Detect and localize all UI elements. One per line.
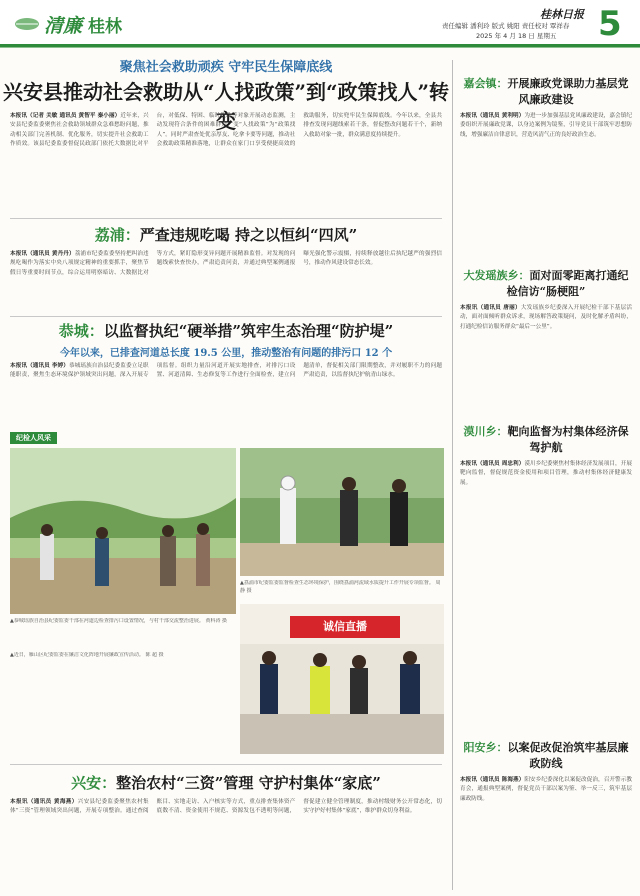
header-rule-thin <box>0 47 640 48</box>
credit-bottom: 陈 超 摄 <box>145 652 164 658</box>
sidebar1-text: 为进一步加强基层党风廉政建设，嘉会镇纪委组织开展廉政党课，以身边案例为镜鉴，引导党员干部筑牢思想防线，增强廉洁自律意识，营造风清气正的良好政治生态。 <box>460 113 632 138</box>
article3-headline: 以监督执纪“硬举措”筑牢生态治理“防护堤” <box>103 322 394 340</box>
sidebar3-title <box>460 424 632 456</box>
article1-kicker: 聚焦社会救助顽疾 守牢民生保障底线 <box>119 60 333 75</box>
article2-lead: 本报讯（通讯员 黄丹丹） <box>10 251 75 257</box>
photo-right <box>240 448 444 576</box>
article1-lead: 本报讯（记者 关敏 通讯员 黄智平 秦小丽） <box>10 113 121 119</box>
photo-bottom <box>240 604 444 754</box>
article1-body <box>10 112 442 214</box>
article3-text: 恭城瑶族自治县纪委监委立足职能职责，聚焦生态环境保护领域突出问题，深入开展专项监督。组织力量沿河道开展实地排查，对排污口设置、河道清障、生态修复等工作进行全面检查，建立问题清单，督促相关部门限期整改，并对履职不力的问题严肃追责，以监督执纪护航青山绿水。 <box>10 363 442 379</box>
sidebar2-body <box>460 304 632 414</box>
article2-body <box>10 250 442 314</box>
leaf-icon <box>14 16 40 32</box>
sidebar3-lead: 本报讯（通讯员 周忠利） <box>460 461 525 467</box>
article3-place: 恭城： <box>58 322 104 340</box>
article3-subtitle: 今年以来，已排查河道总长度 19.5 公里，推动整治有问题的排污口 12 个 <box>59 348 393 359</box>
sidebar2-place: 大发瑶族乡： <box>463 269 530 282</box>
photo-bottom-caption <box>10 652 236 754</box>
header-info <box>442 6 606 42</box>
sidebar3-headline: 靶向监督为村集体经济保驾护航 <box>507 425 629 454</box>
sidebar2-title <box>460 268 632 300</box>
article3-lead: 本报讯（通讯员 李婷） <box>10 363 70 369</box>
article4-text: 兴安县纪委监委聚焦农村集体“三资”管理领域突出问题，开展专项整治。通过查阅账目、实地走访、入户核实等方式，重点排查集体资产底数不清、资金使用不规范、资源发包不透明等问题，督促建立健全管理制度，推动村级财务公开常态化，切实守护好村集体“家底”，维护群众切身利益。 <box>10 799 442 815</box>
photo-left-caption <box>10 618 236 648</box>
sidebar2-lead: 本报讯（通讯员 唐丽） <box>460 305 521 311</box>
photo-right-caption <box>240 580 444 602</box>
sign-text: 诚信直播 <box>323 620 367 633</box>
sidebar4-headline: 以案促改促治筑牢基层廉政防线 <box>507 741 629 770</box>
article1-text: 近年来，兴安县纪委监委聚焦社会救助领域群众急难愁盼问题，推动相关部门完善机制、优化服务，切实提升社会救助工作质效。该县纪委监委督促民政部门依托大数据比对平台，对低保、特困、临时救助等对象开展动态监测，主动发现符合条件的困难群众，变“人找政策”为“政策找人”。同时严肃查处优亲厚友、吃拿卡要等问题，推动社会救助政策精准落地，让群众在家门口享受便捷高效的救助服务，切实兜牢民生保障底线。今年以来，全县共排查发现问题线索若干条，督促整改问题若干个，新纳入救助对象一批，群众满意度持续提升。 <box>10 113 442 147</box>
photo-right-image <box>240 448 444 576</box>
sidebar4-place: 阳安乡： <box>463 741 508 754</box>
separator <box>10 764 442 765</box>
photo-section-tag: 纪检人风采 <box>10 432 57 444</box>
sidebar1-lead: 本报讯（通讯员 黄利明） <box>460 113 525 119</box>
article4-lead: 本报讯（通讯员 黄海燕） <box>10 799 78 805</box>
masthead <box>0 0 640 44</box>
paper-logo: 桂林日报 <box>540 8 584 21</box>
sidebar2-text: 大发瑶族乡纪委深入开展纪检干部下基层活动，面对面倾听群众诉求，现场解答政策疑问，及时化解矛盾纠纷，打通纪检信访服务群众“最后一公里”。 <box>460 305 632 330</box>
article3-title <box>0 320 452 341</box>
sidebar4-lead: 本报讯（通讯员 陈海燕） <box>460 777 525 783</box>
article3-body <box>10 362 442 422</box>
sidebar1-place: 嘉会镇： <box>463 77 508 90</box>
caption-bottom-text: ▲近日，雁山区纪委监委在廉洁文化阵地开展廉政宣传活动。 <box>10 652 144 658</box>
separator <box>10 218 442 219</box>
sidebar1-body <box>460 112 632 252</box>
article4-body <box>10 798 442 890</box>
caption-left-text: ▲恭城瑶族自治县纪委监委干部在河道边检查排污口设置情况，与村干部交流整治进展。 <box>10 618 204 624</box>
sidebar4-body <box>460 776 632 888</box>
sidebar3-body <box>460 460 632 660</box>
photo-left <box>10 448 236 614</box>
article2-text: 荔浦市纪委监委坚持把纠治违规吃喝作为落实中央八项规定精神的重要抓手，聚焦节假日等重要时间节点，综合运用明察暗访、大数据比对等方式，紧盯隐形变异问题开展精准监督。对发现的问题线索快查快办，严肃追责问责，并通过典型案例通报曝光强化警示震慑，持续释放越往后执纪越严的强烈信号，推动作风建设常态长效。 <box>10 251 442 276</box>
section-title <box>44 10 122 38</box>
sidebar4-title <box>460 740 632 772</box>
sidebar4-text: 阳安乡纪委深化以案促改促治，召开警示教育会，通报典型案例，督促党员干部以案为鉴、举一反三，筑牢基层廉政防线。 <box>460 777 632 802</box>
photo-left-image <box>10 448 236 614</box>
separator <box>10 316 442 317</box>
sidebar3-text: 漠川乡纪委聚焦村集体经济发展项目，开展靶向监督，督促规范资金使用和项目管理，推动村集体经济健康发展。 <box>460 461 632 486</box>
article4-title <box>0 772 452 793</box>
article2-place: 荔浦： <box>94 226 140 244</box>
sidebar3-place: 漠川乡： <box>463 425 508 438</box>
article1-title: 兴安县推动社会救助从“人找政策”到“政策找人”转变 <box>2 80 449 133</box>
credit-left: 黄科涛 摄 <box>205 618 228 624</box>
caption-right-text: ▲荔浦市纪委监委监督检查生态环境保护，围绕荔浦河流域水质提升工作开展专项监督。 <box>240 580 434 586</box>
date-line: 2025 年 4 月 18 日 星期五 <box>476 32 557 40</box>
article2-headline: 严查违规吃喝 持之以恒纠“四风” <box>139 226 358 244</box>
credit-right: 周 静 摄 <box>240 580 441 594</box>
article2-title <box>0 224 452 245</box>
sidebar1-headline: 开展廉政党课助力基层党风廉政建设 <box>507 77 629 106</box>
article4-place: 兴安： <box>71 774 117 792</box>
page-number: 5 <box>598 4 622 44</box>
staff-line: 责任编辑 潘利玲 版式 姚阳 责任校对 覃祥春 <box>442 22 570 30</box>
article4-headline: 整治农村“三资”管理 守护村集体“家底” <box>116 774 381 792</box>
column-divider <box>452 60 453 890</box>
section-place: 桂林 <box>88 16 123 37</box>
sidebar2-headline: 面对面零距离打通纪检信访“肠梗阻” <box>506 269 629 298</box>
section-name: 清廉 <box>44 14 83 37</box>
sidebar1-title <box>460 76 632 108</box>
